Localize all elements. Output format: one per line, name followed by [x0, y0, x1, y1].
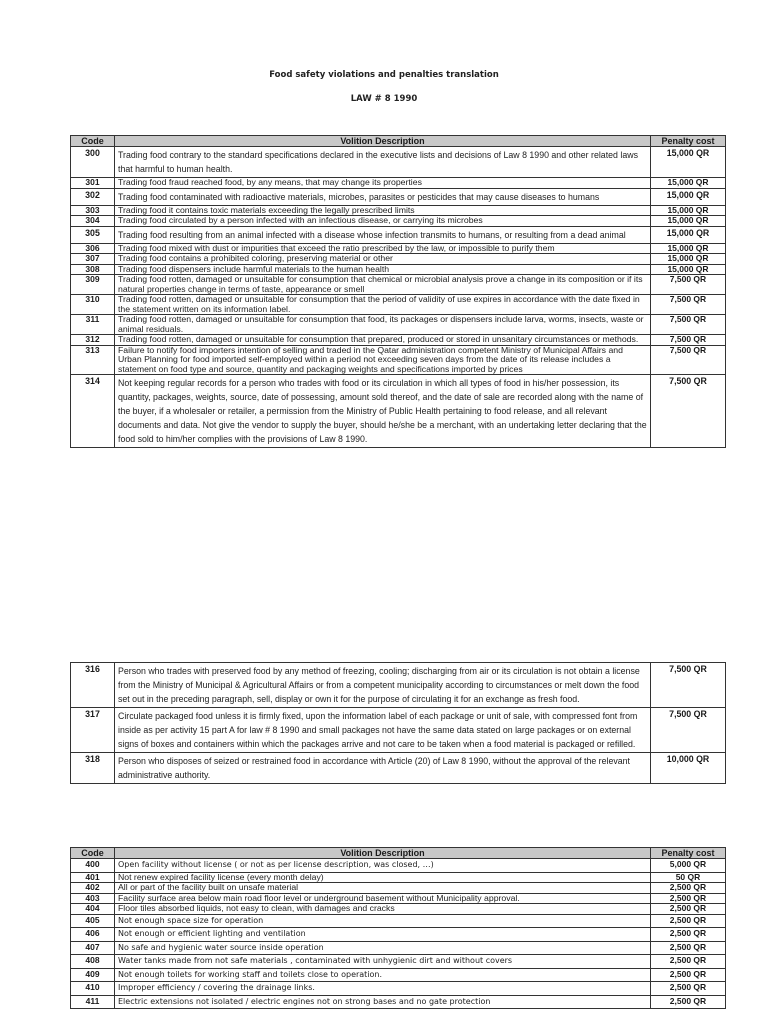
- violation-code: 302: [71, 188, 115, 205]
- violation-code: 304: [71, 216, 115, 227]
- penalty-cost: 15,000 QR: [651, 178, 726, 189]
- table-row: [71, 708, 726, 753]
- penalty-cost: 7,500 QR: [651, 295, 726, 315]
- penalty-cost: 7,500 QR: [651, 345, 726, 375]
- penalty-header: Penalty cost: [651, 848, 726, 859]
- violation-description: Facility surface area below main road floor level or underground basement without Municipality approval.: [115, 893, 651, 904]
- violation-code: 406: [71, 928, 115, 942]
- penalty-cost: 7,500 QR: [651, 335, 726, 346]
- violation-description: Trading food contains a prohibited coloring, preserving material or other: [115, 254, 651, 265]
- violations-table-400: [70, 847, 726, 1009]
- violation-description: Failure to notify food importers intention of selling and traded in the Qatar administration competent Ministry of Municipal Affairs and Urban Planning for food imported self-employed within a period not exceeding seven days from the date of its release includes a statement on food type and source, quantity and packaging weights and specifications imported by prices: [115, 345, 651, 375]
- violation-description: No safe and hygienic water source inside operation: [115, 941, 651, 955]
- penalty-cost: 7,500 QR: [651, 375, 726, 448]
- table-row: [71, 264, 726, 275]
- violation-code: 405: [71, 914, 115, 928]
- violation-description: Trading food contrary to the standard specifications declared in the executive lists and decisions of Law 8 1990 and other related laws that harmful to human health.: [115, 147, 651, 178]
- violation-code: 407: [71, 941, 115, 955]
- violation-code: 409: [71, 968, 115, 982]
- violation-code: 313: [71, 345, 115, 375]
- table-row: [71, 663, 726, 708]
- table-row: [71, 883, 726, 894]
- violation-description: Trading food rotten, damaged or unsuitable for consumption that prepared, produced or stored in unsanitary circumstances or methods.: [115, 335, 651, 346]
- penalty-cost: 7,500 QR: [651, 663, 726, 708]
- penalty-cost: 15,000 QR: [651, 226, 726, 243]
- violation-code: 411: [71, 995, 115, 1009]
- violation-description: Open facility without license ( or not as per license description, was closed, …): [115, 859, 651, 873]
- violation-code: 308: [71, 264, 115, 275]
- violation-description: Trading food it contains toxic materials exceeding the legally prescribed limits: [115, 205, 651, 216]
- violation-description: Trading food fraud reached food, by any means, that may change its properties: [115, 178, 651, 189]
- table-row: [71, 226, 726, 243]
- description-header: Volition Description: [115, 848, 651, 859]
- penalty-cost: 15,000 QR: [651, 147, 726, 178]
- table-row: [71, 315, 726, 335]
- violation-description: Person who trades with preserved food by any method of freezing, cooling; discharging from air or its circulation is not obtain a license from the Ministry of Municipal & Agricultural Affairs or from a competent municipality according to circumstances or melt down the food set out in the preceding paragraph, sell, display or own it for the purpose of circulating it for an exchange as fresh food.: [115, 663, 651, 708]
- violation-code: 312: [71, 335, 115, 346]
- violation-code: 306: [71, 243, 115, 254]
- table-row: [71, 147, 726, 178]
- table-row: [71, 205, 726, 216]
- violation-code: 310: [71, 295, 115, 315]
- penalty-cost: 2,500 QR: [651, 982, 726, 996]
- table-row: [71, 859, 726, 873]
- violation-description: Not keeping regular records for a person who trades with food or its circulation in which all types of food in his/her possession, its quantity, packages, weights, source, date of possessing, amount sold thereof, and the date of sale are recorded along with the name of the buyer, if a wholesaler or retailer, a permission from the Ministry of Public Health pertaining to food release, and all relevant documents and data. Not give the vendor to supply the buyer, should he/she be a merchant, with an undertaking letter declaring that the food sold to him/her complies with the provisions of Law 8 1990.: [115, 375, 651, 448]
- table-row: [71, 243, 726, 254]
- table-row: [71, 345, 726, 375]
- violation-description: Trading food rotten, damaged or unsuitable for consumption that the period of validity of use expires in accordance with the date fixed in the statement written on its information label.: [115, 295, 651, 315]
- penalty-cost: 2,500 QR: [651, 914, 726, 928]
- document-title: Food safety violations and penalties translation: [269, 70, 499, 80]
- table-row: [71, 904, 726, 915]
- penalty-cost: 10,000 QR: [651, 753, 726, 784]
- table-row: [71, 254, 726, 265]
- violation-code: 314: [71, 375, 115, 448]
- table-row: [71, 968, 726, 982]
- table-row: [71, 995, 726, 1009]
- violation-description: Electric extensions not isolated / electric engines not on strong bases and no gate protection: [115, 995, 651, 1009]
- violation-code: 303: [71, 205, 115, 216]
- table-row: [71, 753, 726, 784]
- violation-code: 316: [71, 663, 115, 708]
- description-header: Volition Description: [115, 136, 651, 147]
- violations-table-300: [70, 135, 726, 448]
- table-row: [71, 216, 726, 227]
- violation-description: Trading food resulting from an animal infected with a disease whose infection transmits to humans, or resulting from a dead animal: [115, 226, 651, 243]
- violation-description: Person who disposes of seized or restrained food in accordance with Article (20) of Law 8 1990, without the approval of the relevant administrative authority.: [115, 753, 651, 784]
- violation-description: Trading food contaminated with radioactive materials, microbes, parasites or pesticides that may cause diseases to humans: [115, 188, 651, 205]
- table-row: [71, 893, 726, 904]
- penalty-cost: 2,500 QR: [651, 968, 726, 982]
- table-row: [71, 335, 726, 346]
- violation-description: Not enough or efficient lighting and ventilation: [115, 928, 651, 942]
- violation-description: Trading food dispensers include harmful materials to the human health: [115, 264, 651, 275]
- penalty-cost: 2,500 QR: [651, 941, 726, 955]
- violation-description: Floor tiles absorbed liquids, not easy to clean, with damages and cracks: [115, 904, 651, 915]
- violation-description: Water tanks made from not safe materials , contaminated with unhygienic dirt and without covers: [115, 955, 651, 969]
- violation-code: 404: [71, 904, 115, 915]
- code-header: Code: [71, 136, 115, 147]
- table-body: [71, 663, 726, 784]
- penalty-cost: 15,000 QR: [651, 254, 726, 265]
- table-row: [71, 375, 726, 448]
- penalty-cost: 7,500 QR: [651, 315, 726, 335]
- violation-description: Trading food rotten, damaged or unsuitable for consumption that food, its packages or dispensers include larva, worms, insects, waste or animal residuals.: [115, 315, 651, 335]
- table-row: [71, 275, 726, 295]
- penalty-cost: 2,500 QR: [651, 883, 726, 894]
- penalty-cost: 2,500 QR: [651, 995, 726, 1009]
- violation-description: Trading food rotten, damaged or unsuitable for consumption that chemical or microbial analysis prove a change in its composition or if its natural properties change in terms of taste, appearance or smell: [115, 275, 651, 295]
- table-row: [71, 914, 726, 928]
- table-header-row: [71, 848, 726, 859]
- document-subtitle: LAW # 8 1990: [350, 94, 418, 104]
- violation-description: Circulate packaged food unless it is firmly fixed, upon the information label of each package or unit of sale, with compressed font from inside as per activity 15 part A for law # 8 1990 and small packages not have the same data stated on large packages or on external signs of boxes and containers within which the packages arrive and not care to be taken when a food material is packaged or refilled.: [115, 708, 651, 753]
- violation-code: 305: [71, 226, 115, 243]
- violation-code: 309: [71, 275, 115, 295]
- penalty-cost: 50 QR: [651, 872, 726, 883]
- violation-code: 311: [71, 315, 115, 335]
- violation-code: 301: [71, 178, 115, 189]
- violation-description: Not renew expired facility license (every month delay): [115, 872, 651, 883]
- violation-description: Trading food mixed with dust or impurities that exceed the ratio prescribed by the law, or impossible to purify them: [115, 243, 651, 254]
- violation-code: 318: [71, 753, 115, 784]
- table-body: [71, 859, 726, 1009]
- penalty-cost: 2,500 QR: [651, 893, 726, 904]
- penalty-cost: 2,500 QR: [651, 904, 726, 915]
- violation-code: 400: [71, 859, 115, 873]
- table-row: [71, 955, 726, 969]
- penalty-cost: 7,500 QR: [651, 275, 726, 295]
- penalty-cost: 2,500 QR: [651, 928, 726, 942]
- penalty-cost: 7,500 QR: [651, 708, 726, 753]
- table-row: [71, 872, 726, 883]
- violation-code: 402: [71, 883, 115, 894]
- penalty-cost: 15,000 QR: [651, 243, 726, 254]
- table-row: [71, 982, 726, 996]
- table-row: [71, 941, 726, 955]
- violation-code: 401: [71, 872, 115, 883]
- violation-code: 300: [71, 147, 115, 178]
- table-body: [71, 147, 726, 448]
- table-header-row: [71, 136, 726, 147]
- code-header: Code: [71, 848, 115, 859]
- table-row: [71, 295, 726, 315]
- violation-description: Trading food circulated by a person infected with an infectious disease, or carrying its microbes: [115, 216, 651, 227]
- penalty-cost: 5,000 QR: [651, 859, 726, 873]
- penalty-header: Penalty cost: [651, 136, 726, 147]
- violation-code: 408: [71, 955, 115, 969]
- penalty-cost: 15,000 QR: [651, 264, 726, 275]
- table-row: [71, 188, 726, 205]
- penalty-cost: 2,500 QR: [651, 955, 726, 969]
- penalty-cost: 15,000 QR: [651, 216, 726, 227]
- violation-description: All or part of the facility built on unsafe material: [115, 883, 651, 894]
- penalty-cost: 15,000 QR: [651, 188, 726, 205]
- penalty-cost: 15,000 QR: [651, 205, 726, 216]
- violation-code: 403: [71, 893, 115, 904]
- violation-description: Not enough space size for operation: [115, 914, 651, 928]
- violation-code: 317: [71, 708, 115, 753]
- violation-description: Not enough toilets for working staff and toilets close to operation.: [115, 968, 651, 982]
- table-row: [71, 928, 726, 942]
- violations-table-316: [70, 662, 726, 784]
- violation-code: 410: [71, 982, 115, 996]
- table-row: [71, 178, 726, 189]
- violation-description: Improper efficiency / covering the drainage links.: [115, 982, 651, 996]
- violation-code: 307: [71, 254, 115, 265]
